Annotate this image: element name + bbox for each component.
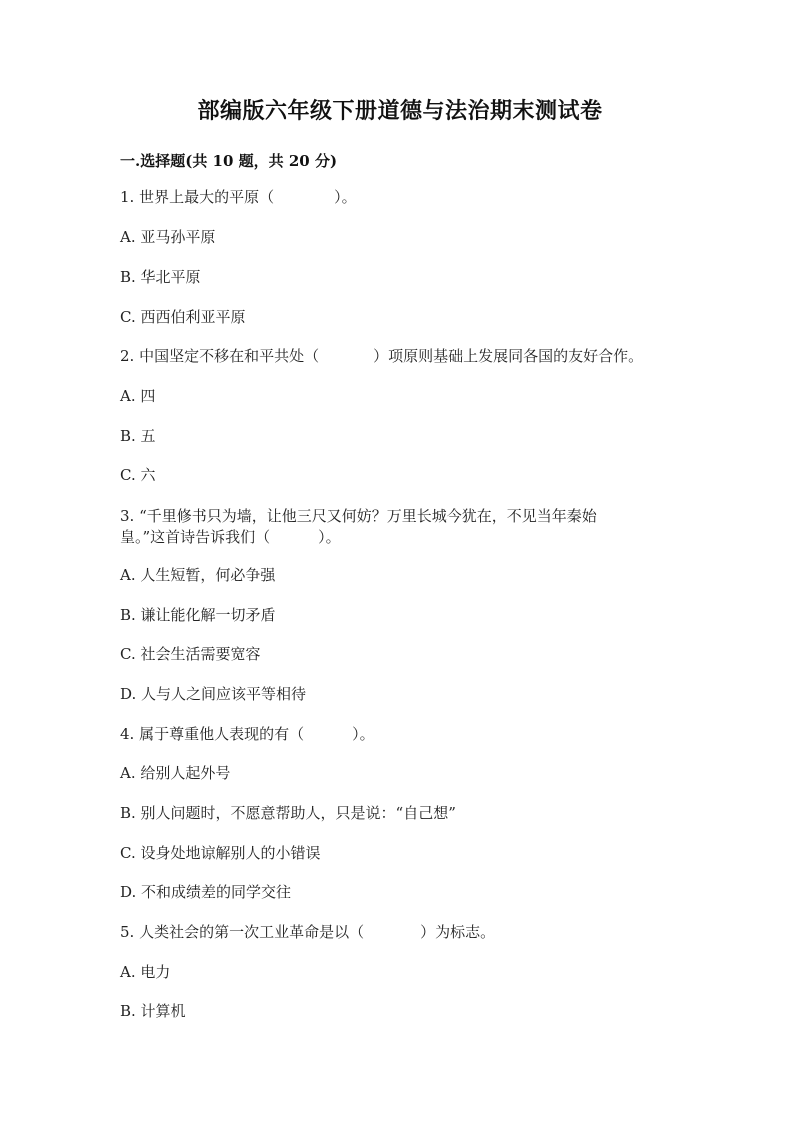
question-3-stem-line2 bbox=[120, 526, 341, 548]
question-5-stem-post: ）为标志。 bbox=[420, 923, 496, 941]
question-1-stem-post: ）。 bbox=[334, 188, 357, 206]
question-4-option-b: B. 别人问题时，不愿意帮助人，只是说：“自己想” bbox=[120, 804, 456, 822]
question-3-option-a: A. 人生短暂，何必争强 bbox=[120, 566, 276, 584]
question-1-stem bbox=[120, 186, 357, 208]
question-5-option-b: B. 计算机 bbox=[120, 1002, 186, 1020]
question-2-stem-post: ）项原则基础上发展同各国的友好合作。 bbox=[373, 347, 644, 365]
question-3-option-c: C. 社会生活需要宽容 bbox=[120, 645, 261, 663]
question-3-stem-line1: 3. “千里修书只为墙，让他三尺又何妨？万里长城今犹在，不见当年秦始 bbox=[120, 507, 597, 525]
question-2-option-c: C. 六 bbox=[120, 466, 156, 484]
section-heading: 一.选择题(共 10 题，共 20 分) bbox=[120, 152, 338, 170]
question-3-option-b: B. 谦让能化解一切矛盾 bbox=[120, 606, 276, 624]
question-1-stem-pre: 1. 世界上最大的平原（ bbox=[120, 188, 275, 206]
question-4-option-c: C. 设身处地谅解别人的小错误 bbox=[120, 844, 321, 862]
question-1-option-b: B. 华北平原 bbox=[120, 268, 201, 286]
question-5-stem bbox=[120, 921, 495, 943]
question-5-option-a: A. 电力 bbox=[120, 963, 171, 981]
question-2-stem bbox=[120, 345, 643, 367]
question-3-stem-pre: 皇。”这首诗告诉我们（ bbox=[120, 528, 271, 546]
question-1-option-c: C. 西西伯利亚平原 bbox=[120, 308, 246, 326]
question-3-stem-post: ）。 bbox=[318, 528, 341, 546]
page-title: 部编版六年级下册道德与法治期末测试卷 bbox=[197, 98, 603, 124]
question-2-stem-pre: 2. 中国坚定不移在和平共处（ bbox=[120, 347, 320, 365]
question-5-stem-pre: 5. 人类社会的第一次工业革命是以（ bbox=[120, 923, 365, 941]
question-4-stem bbox=[120, 723, 375, 745]
question-4-option-d: D. 不和成绩差的同学交往 bbox=[120, 883, 292, 901]
question-2-option-b: B. 五 bbox=[120, 427, 156, 445]
question-4-stem-pre: 4. 属于尊重他人表现的有（ bbox=[120, 725, 305, 743]
question-4-option-a: A. 给别人起外号 bbox=[120, 764, 231, 782]
question-4-stem-post: ）。 bbox=[352, 725, 375, 743]
question-2-option-a: A. 四 bbox=[120, 387, 156, 405]
question-3-option-d: D. 人与人之间应该平等相待 bbox=[120, 685, 307, 703]
question-1-option-a: A. 亚马孙平原 bbox=[120, 228, 216, 246]
